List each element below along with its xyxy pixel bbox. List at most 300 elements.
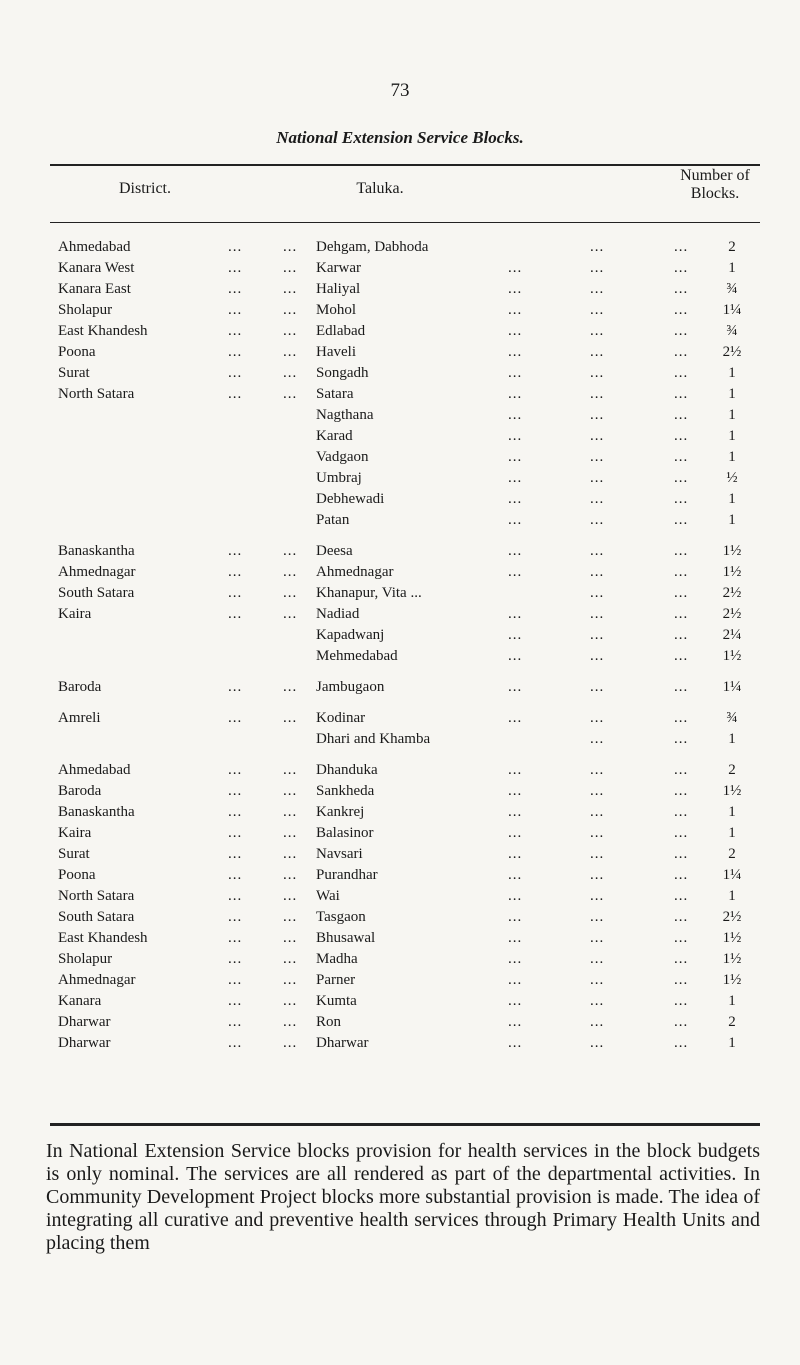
table-row xyxy=(0,449,800,470)
taluka-cell: Dhari and Khamba xyxy=(316,731,431,747)
leader-dots: ... xyxy=(674,428,689,444)
leader-dots: ... xyxy=(674,710,689,726)
leader-dots: ... xyxy=(283,909,298,925)
table-row xyxy=(0,804,800,825)
leader-dots: ... xyxy=(590,710,605,726)
leader-dots: ... xyxy=(508,323,523,339)
table-row xyxy=(0,951,800,972)
leader-dots: ... xyxy=(508,762,523,778)
blocks-cell: 1½ xyxy=(722,951,742,967)
table-row xyxy=(0,867,800,888)
blocks-cell: 2 xyxy=(728,762,736,778)
blocks-cell: ¾ xyxy=(726,323,738,339)
leader-dots: ... xyxy=(228,239,243,255)
leader-dots: ... xyxy=(508,846,523,862)
leader-dots: ... xyxy=(228,260,243,276)
leader-dots: ... xyxy=(590,281,605,297)
leader-dots: ... xyxy=(283,930,298,946)
table-row xyxy=(0,512,800,533)
district-cell: Kaira xyxy=(58,825,92,841)
leader-dots: ... xyxy=(508,710,523,726)
leader-dots: ... xyxy=(283,365,298,381)
leader-dots: ... xyxy=(674,302,689,318)
table-body xyxy=(0,239,800,1056)
leader-dots: ... xyxy=(283,543,298,559)
leader-dots: ... xyxy=(283,239,298,255)
table-row xyxy=(0,606,800,627)
blocks-cell: 1½ xyxy=(722,972,742,988)
table-row xyxy=(0,1035,800,1056)
table-row xyxy=(0,846,800,867)
taluka-cell: Haliyal xyxy=(316,281,361,297)
leader-dots: ... xyxy=(674,951,689,967)
leader-dots: ... xyxy=(228,710,243,726)
taluka-cell: Dehgam, Dabhoda xyxy=(316,239,429,255)
table-row xyxy=(0,909,800,930)
leader-dots: ... xyxy=(228,867,243,883)
leader-dots: ... xyxy=(590,846,605,862)
district-cell: North Satara xyxy=(58,386,135,402)
leader-dots: ... xyxy=(590,993,605,1009)
taluka-cell: Nagthana xyxy=(316,407,374,423)
taluka-cell: Wai xyxy=(316,888,340,904)
taluka-cell: Jambugaon xyxy=(316,679,385,695)
table-row xyxy=(0,627,800,648)
taluka-cell: Haveli xyxy=(316,344,356,360)
blocks-cell: 2½ xyxy=(722,344,742,360)
leader-dots: ... xyxy=(283,260,298,276)
leader-dots: ... xyxy=(508,627,523,643)
table-row xyxy=(0,930,800,951)
district-cell: Dharwar xyxy=(58,1014,111,1030)
leader-dots: ... xyxy=(228,564,243,580)
district-cell: Ahmednagar xyxy=(58,564,136,580)
leader-dots: ... xyxy=(590,951,605,967)
leader-dots: ... xyxy=(283,386,298,402)
leader-dots: ... xyxy=(508,993,523,1009)
leader-dots: ... xyxy=(228,344,243,360)
leader-dots: ... xyxy=(508,679,523,695)
leader-dots: ... xyxy=(590,365,605,381)
table-row xyxy=(0,491,800,512)
taluka-cell: Satara xyxy=(316,386,354,402)
district-cell: Amreli xyxy=(58,710,101,726)
district-cell: East Khandesh xyxy=(58,323,148,339)
district-cell: Baroda xyxy=(58,679,102,695)
blocks-cell: 1¼ xyxy=(722,867,742,883)
leader-dots: ... xyxy=(590,428,605,444)
table-row xyxy=(0,302,800,323)
blocks-cell: 2½ xyxy=(722,606,742,622)
leader-dots: ... xyxy=(590,564,605,580)
blocks-cell: 1½ xyxy=(722,783,742,799)
leader-dots: ... xyxy=(674,449,689,465)
table-row xyxy=(0,585,800,606)
table-row xyxy=(0,281,800,302)
leader-dots: ... xyxy=(590,344,605,360)
blocks-cell: 1 xyxy=(728,825,736,841)
blocks-cell: ¾ xyxy=(726,281,738,297)
leader-dots: ... xyxy=(228,606,243,622)
table-row xyxy=(0,972,800,993)
leader-dots: ... xyxy=(283,972,298,988)
district-cell: Ahmedabad xyxy=(58,239,131,255)
taluka-cell: Dhanduka xyxy=(316,762,378,778)
leader-dots: ... xyxy=(674,731,689,747)
blocks-cell: 1 xyxy=(728,449,736,465)
blocks-cell: 1¼ xyxy=(722,302,742,318)
leader-dots: ... xyxy=(508,930,523,946)
leader-dots: ... xyxy=(674,972,689,988)
leader-dots: ... xyxy=(283,585,298,601)
taluka-cell: Balasinor xyxy=(316,825,374,841)
leader-dots: ... xyxy=(283,344,298,360)
table-row xyxy=(0,648,800,669)
leader-dots: ... xyxy=(674,365,689,381)
district-cell: Dharwar xyxy=(58,1035,111,1051)
leader-dots: ... xyxy=(590,888,605,904)
leader-dots: ... xyxy=(508,972,523,988)
leader-dots: ... xyxy=(590,783,605,799)
leader-dots: ... xyxy=(228,951,243,967)
table-row xyxy=(0,407,800,428)
leader-dots: ... xyxy=(228,386,243,402)
leader-dots: ... xyxy=(590,606,605,622)
table-row xyxy=(0,344,800,365)
leader-dots: ... xyxy=(228,302,243,318)
table-top-rule xyxy=(50,164,760,166)
district-cell: Poona xyxy=(58,867,96,883)
taluka-cell: Songadh xyxy=(316,365,369,381)
leader-dots: ... xyxy=(283,951,298,967)
table-header-rule xyxy=(50,222,760,223)
district-cell: South Satara xyxy=(58,585,135,601)
leader-dots: ... xyxy=(508,512,523,528)
taluka-cell: Ron xyxy=(316,1014,342,1030)
blocks-cell: 1 xyxy=(728,365,736,381)
leader-dots: ... xyxy=(674,407,689,423)
blocks-cell: 1 xyxy=(728,428,736,444)
leader-dots: ... xyxy=(228,783,243,799)
leader-dots: ... xyxy=(674,762,689,778)
leader-dots: ... xyxy=(590,386,605,402)
leader-dots: ... xyxy=(228,323,243,339)
table-row xyxy=(0,825,800,846)
header-district: District. xyxy=(119,180,171,197)
leader-dots: ... xyxy=(283,783,298,799)
leader-dots: ... xyxy=(283,1035,298,1051)
leader-dots: ... xyxy=(508,564,523,580)
leader-dots: ... xyxy=(590,449,605,465)
taluka-cell: Mehmedabad xyxy=(316,648,398,664)
leader-dots: ... xyxy=(590,260,605,276)
body-paragraph: In National Extension Service blocks provision for health services in the block budgets is only nominal. The services are all rendered as part of the departmental activities. In Community Development Project blocks more substantial provision is made. The idea of integrating all curative and preventive health services through Primary Health Units and placing them xyxy=(46,1140,760,1254)
taluka-cell: Patan xyxy=(316,512,350,528)
district-cell: Banaskantha xyxy=(58,804,135,820)
leader-dots: ... xyxy=(508,825,523,841)
leader-dots: ... xyxy=(508,428,523,444)
leader-dots: ... xyxy=(674,1035,689,1051)
district-cell: Sholapur xyxy=(58,951,113,967)
leader-dots: ... xyxy=(508,543,523,559)
leader-dots: ... xyxy=(674,470,689,486)
taluka-cell: Deesa xyxy=(316,543,353,559)
leader-dots: ... xyxy=(508,909,523,925)
district-cell: Ahmednagar xyxy=(58,972,136,988)
table-row xyxy=(0,762,800,783)
taluka-cell: Karad xyxy=(316,428,353,444)
leader-dots: ... xyxy=(228,930,243,946)
leader-dots: ... xyxy=(508,407,523,423)
leader-dots: ... xyxy=(283,564,298,580)
leader-dots: ... xyxy=(674,1014,689,1030)
leader-dots: ... xyxy=(508,648,523,664)
leader-dots: ... xyxy=(508,783,523,799)
taluka-cell: Kapadwanj xyxy=(316,627,385,643)
blocks-cell: 2 xyxy=(728,239,736,255)
leader-dots: ... xyxy=(674,585,689,601)
leader-dots: ... xyxy=(508,470,523,486)
district-cell: Kanara East xyxy=(58,281,131,297)
leader-dots: ... xyxy=(590,239,605,255)
blocks-cell: 2½ xyxy=(722,909,742,925)
blocks-cell: 1 xyxy=(728,731,736,747)
leader-dots: ... xyxy=(228,1035,243,1051)
table-bottom-rule xyxy=(50,1123,760,1126)
leader-dots: ... xyxy=(508,281,523,297)
leader-dots: ... xyxy=(674,323,689,339)
leader-dots: ... xyxy=(508,302,523,318)
table-row xyxy=(0,239,800,260)
district-cell: Kanara xyxy=(58,993,102,1009)
leader-dots: ... xyxy=(674,930,689,946)
district-cell: Kaira xyxy=(58,606,92,622)
taluka-cell: Madha xyxy=(316,951,358,967)
leader-dots: ... xyxy=(228,1014,243,1030)
district-cell: Sholapur xyxy=(58,302,113,318)
page-number: 73 xyxy=(390,80,410,101)
leader-dots: ... xyxy=(508,386,523,402)
leader-dots: ... xyxy=(674,564,689,580)
table-row xyxy=(0,323,800,344)
district-cell: Baroda xyxy=(58,783,102,799)
leader-dots: ... xyxy=(590,762,605,778)
taluka-cell: Sankheda xyxy=(316,783,375,799)
leader-dots: ... xyxy=(590,1014,605,1030)
table-row xyxy=(0,386,800,407)
leader-dots: ... xyxy=(228,281,243,297)
leader-dots: ... xyxy=(228,909,243,925)
blocks-cell: 1½ xyxy=(722,564,742,580)
leader-dots: ... xyxy=(674,386,689,402)
leader-dots: ... xyxy=(283,825,298,841)
leader-dots: ... xyxy=(590,512,605,528)
taluka-cell: Vadgaon xyxy=(316,449,369,465)
taluka-cell: Khanapur, Vita ... xyxy=(316,585,422,601)
leader-dots: ... xyxy=(283,302,298,318)
leader-dots: ... xyxy=(674,783,689,799)
leader-dots: ... xyxy=(674,909,689,925)
leader-dots: ... xyxy=(590,1035,605,1051)
leader-dots: ... xyxy=(283,281,298,297)
leader-dots: ... xyxy=(508,1014,523,1030)
leader-dots: ... xyxy=(508,606,523,622)
leader-dots: ... xyxy=(283,606,298,622)
taluka-cell: Umbraj xyxy=(316,470,362,486)
leader-dots: ... xyxy=(590,323,605,339)
leader-dots: ... xyxy=(674,239,689,255)
leader-dots: ... xyxy=(674,825,689,841)
leader-dots: ... xyxy=(674,627,689,643)
leader-dots: ... xyxy=(228,993,243,1009)
leader-dots: ... xyxy=(674,993,689,1009)
leader-dots: ... xyxy=(283,762,298,778)
blocks-cell: 1 xyxy=(728,1035,736,1051)
taluka-cell: Navsari xyxy=(316,846,363,862)
leader-dots: ... xyxy=(508,804,523,820)
taluka-cell: Mohol xyxy=(316,302,357,318)
leader-dots: ... xyxy=(228,804,243,820)
district-cell: Ahmedabad xyxy=(58,762,131,778)
district-cell: North Satara xyxy=(58,888,135,904)
leader-dots: ... xyxy=(674,804,689,820)
leader-dots: ... xyxy=(228,543,243,559)
blocks-cell: ½ xyxy=(726,470,738,486)
leader-dots: ... xyxy=(674,679,689,695)
blocks-cell: 1½ xyxy=(722,930,742,946)
leader-dots: ... xyxy=(590,585,605,601)
taluka-cell: Parner xyxy=(316,972,356,988)
district-cell: Surat xyxy=(58,846,90,862)
leader-dots: ... xyxy=(674,491,689,507)
taluka-cell: Kumta xyxy=(316,993,357,1009)
taluka-cell: Kodinar xyxy=(316,710,366,726)
blocks-cell: ¾ xyxy=(726,710,738,726)
taluka-cell: Purandhar xyxy=(316,867,378,883)
leader-dots: ... xyxy=(508,888,523,904)
blocks-cell: 1 xyxy=(728,993,736,1009)
table-row xyxy=(0,260,800,281)
leader-dots: ... xyxy=(228,972,243,988)
leader-dots: ... xyxy=(590,909,605,925)
table-row xyxy=(0,1014,800,1035)
leader-dots: ... xyxy=(228,585,243,601)
taluka-cell: Nadiad xyxy=(316,606,360,622)
district-cell: Banaskantha xyxy=(58,543,135,559)
blocks-cell: 1 xyxy=(728,888,736,904)
taluka-cell: Bhusawal xyxy=(316,930,376,946)
table-row xyxy=(0,470,800,491)
taluka-cell: Karwar xyxy=(316,260,361,276)
leader-dots: ... xyxy=(228,888,243,904)
table-row xyxy=(0,783,800,804)
leader-dots: ... xyxy=(590,470,605,486)
taluka-cell: Edlabad xyxy=(316,323,366,339)
leader-dots: ... xyxy=(590,491,605,507)
leader-dots: ... xyxy=(674,846,689,862)
leader-dots: ... xyxy=(590,627,605,643)
table-row xyxy=(0,428,800,449)
leader-dots: ... xyxy=(590,302,605,318)
blocks-cell: 2 xyxy=(728,1014,736,1030)
leader-dots: ... xyxy=(590,543,605,559)
taluka-cell: Dharwar xyxy=(316,1035,369,1051)
leader-dots: ... xyxy=(590,825,605,841)
leader-dots: ... xyxy=(590,648,605,664)
leader-dots: ... xyxy=(228,762,243,778)
leader-dots: ... xyxy=(228,846,243,862)
leader-dots: ... xyxy=(283,867,298,883)
leader-dots: ... xyxy=(228,365,243,381)
header-taluka: Taluka. xyxy=(356,180,404,197)
leader-dots: ... xyxy=(283,323,298,339)
blocks-cell: 1 xyxy=(728,407,736,423)
leader-dots: ... xyxy=(674,543,689,559)
leader-dots: ... xyxy=(283,679,298,695)
leader-dots: ... xyxy=(508,365,523,381)
leader-dots: ... xyxy=(508,449,523,465)
table-row xyxy=(0,731,800,752)
leader-dots: ... xyxy=(508,867,523,883)
taluka-cell: Kankrej xyxy=(316,804,365,820)
district-cell: Kanara West xyxy=(58,260,135,276)
leader-dots: ... xyxy=(590,407,605,423)
blocks-cell: 1 xyxy=(728,491,736,507)
blocks-cell: 2½ xyxy=(722,585,742,601)
blocks-cell: 1 xyxy=(728,260,736,276)
leader-dots: ... xyxy=(590,731,605,747)
leader-dots: ... xyxy=(590,804,605,820)
leader-dots: ... xyxy=(508,344,523,360)
leader-dots: ... xyxy=(283,846,298,862)
table-row xyxy=(0,564,800,585)
table-row xyxy=(0,710,800,731)
leader-dots: ... xyxy=(283,993,298,1009)
taluka-cell: Ahmednagar xyxy=(316,564,394,580)
leader-dots: ... xyxy=(674,648,689,664)
blocks-cell: 2 xyxy=(728,846,736,862)
leader-dots: ... xyxy=(674,260,689,276)
taluka-cell: Debhewadi xyxy=(316,491,385,507)
leader-dots: ... xyxy=(283,804,298,820)
leader-dots: ... xyxy=(674,281,689,297)
leader-dots: ... xyxy=(228,825,243,841)
district-cell: Surat xyxy=(58,365,90,381)
district-cell: Poona xyxy=(58,344,96,360)
blocks-cell: 2¼ xyxy=(722,627,742,643)
district-cell: South Satara xyxy=(58,909,135,925)
table-row xyxy=(0,993,800,1014)
leader-dots: ... xyxy=(674,867,689,883)
district-cell: East Khandesh xyxy=(58,930,148,946)
taluka-cell: Tasgaon xyxy=(316,909,366,925)
leader-dots: ... xyxy=(508,260,523,276)
leader-dots: ... xyxy=(508,491,523,507)
leader-dots: ... xyxy=(590,972,605,988)
leader-dots: ... xyxy=(283,888,298,904)
blocks-cell: 1 xyxy=(728,512,736,528)
leader-dots: ... xyxy=(590,930,605,946)
leader-dots: ... xyxy=(674,888,689,904)
blocks-cell: 1½ xyxy=(722,543,742,559)
leader-dots: ... xyxy=(508,951,523,967)
table-row xyxy=(0,888,800,909)
leader-dots: ... xyxy=(674,512,689,528)
table-row xyxy=(0,365,800,386)
blocks-cell: 1 xyxy=(728,804,736,820)
header-number-of-blocks: Number of Blocks. xyxy=(680,167,750,202)
leader-dots: ... xyxy=(283,1014,298,1030)
